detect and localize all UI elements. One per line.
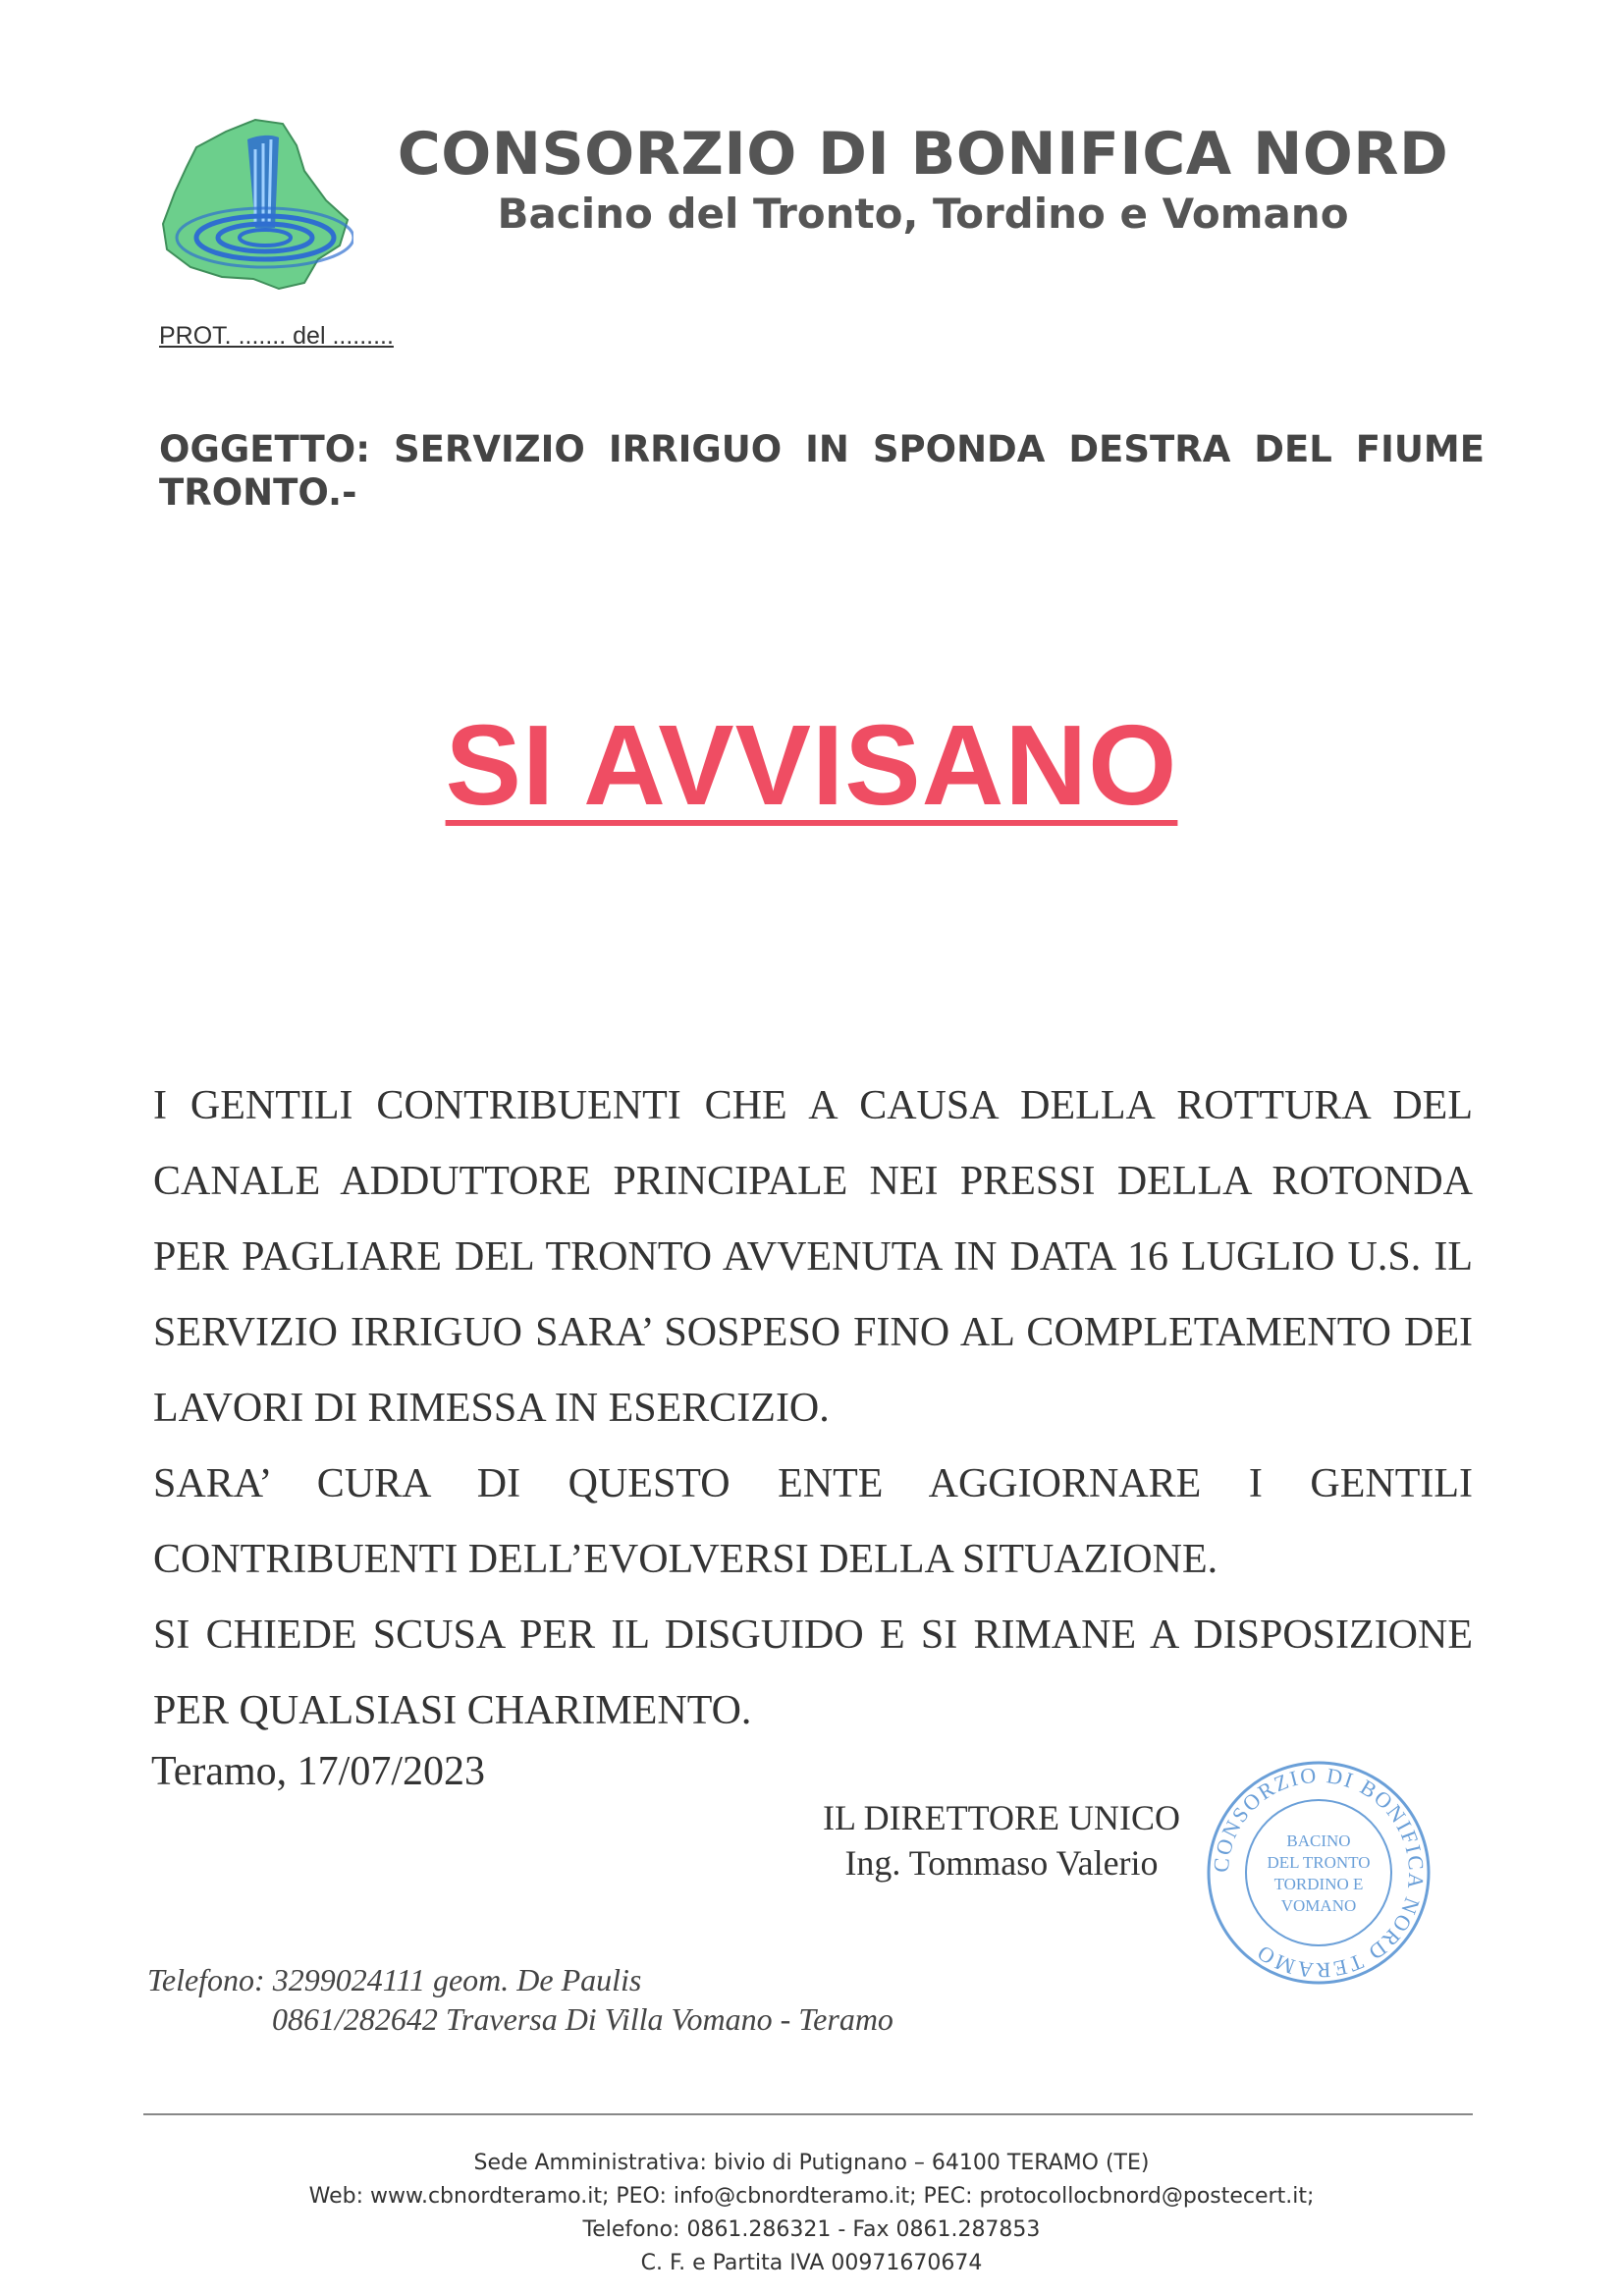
stamp-line-4: VOMANO — [1280, 1896, 1357, 1915]
notice-body — [153, 1068, 1473, 1749]
subject-line: OGGETTO: SERVIZIO IRRIGUO IN SPONDA DESTRA DEL FIUME TRONTO.- — [159, 428, 1485, 514]
footer-phone: Telefono: 0861.286321 - Fax 0861.287853 — [582, 2217, 1041, 2242]
stamp-outer-text: CONSORZIO DI BONIFICA NORD TERAMO — [1208, 1762, 1430, 1984]
headline-text: SI AVVISANO — [445, 701, 1178, 829]
stamp-line-1: BACINO — [1286, 1831, 1351, 1850]
contact-line-1: Telefono: 3299024111 geom. De Paulis — [147, 1962, 642, 1997]
footer-web: Web: www.cbnordteramo.it; PEO: info@cbnordteramo.it; PEC: protocollocbnord@postecert.it; — [308, 2184, 1315, 2209]
notice-paragraph-3: SI CHIEDE SCUSA PER IL DISGUIDO E SI RIMANE A DISPOSIZIONE PER QUALSIASI CHARIMENTO. — [153, 1613, 1473, 1733]
organization-title: CONSORZIO DI BONIFICA NORD — [397, 120, 1449, 189]
footer-divider — [143, 2113, 1473, 2115]
footer — [0, 2147, 1623, 2280]
headline — [0, 699, 1623, 831]
city-date: Teramo, 17/07/2023 — [151, 1749, 485, 1794]
notice-paragraph-2: SARA’ CURA DI QUESTO ENTE AGGIORNARE I GENTILI CONTRIBUENTI DELL’EVOLVERSI DELLA SITUAZIONE. — [153, 1461, 1473, 1582]
consortium-logo-icon — [157, 110, 353, 293]
footer-tax-id: C. F. e Partita IVA 00971670674 — [640, 2251, 983, 2275]
footer-address: Sede Amministrativa: bivio di Putignano – 64100 TERAMO (TE) — [473, 2151, 1150, 2175]
official-stamp-icon — [1204, 1758, 1434, 1988]
signature-name: Ing. Tommaso Valerio — [844, 1843, 1159, 1883]
contact-info — [147, 1960, 893, 2039]
signature-block — [785, 1795, 1217, 1886]
organization-subtitle: Bacino del Tronto, Tordino e Vomano — [497, 190, 1349, 238]
stamp-line-2: DEL TRONTO — [1267, 1853, 1371, 1872]
stamp-line-3: TORDINO E — [1273, 1875, 1364, 1893]
contact-line-2: 0861/282642 Traversa Di Villa Vomano - Teramo — [272, 2001, 893, 2037]
notice-paragraph-1: I GENTILI CONTRIBUENTI CHE A CAUSA DELLA ROTTURA DEL CANALE ADDUTTORE PRINCIPALE NEI PRESSI DELLA ROTONDA PER PAGLIARE DEL TRONTO AVVENUTA IN DATA 16 LUGLIO U.S. IL SERVIZIO IRRIGUO SARA’ SOSPESO FINO AL COMPLETAMENTO DEI LAVORI DI RIMESSA IN ESERCIZIO. — [153, 1083, 1473, 1431]
signature-role: IL DIRETTORE UNICO — [823, 1798, 1180, 1837]
protocol-line: PROT. ....... del ......... — [159, 322, 394, 350]
